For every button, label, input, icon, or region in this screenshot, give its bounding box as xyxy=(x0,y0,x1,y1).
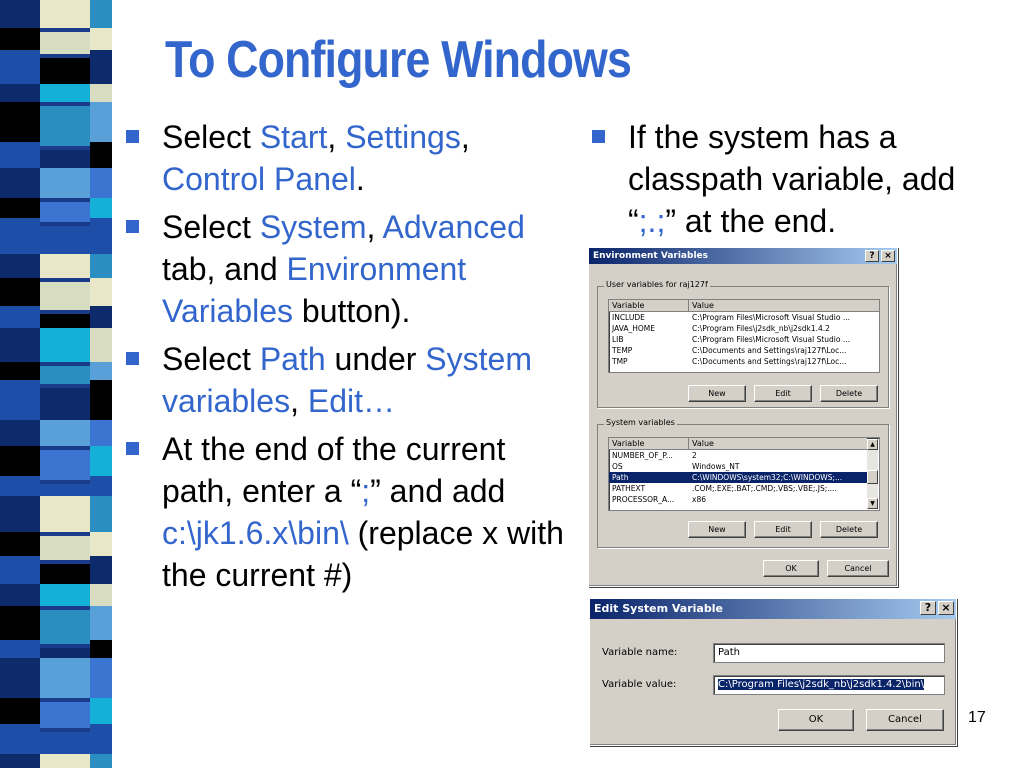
edit-ok-button[interactable]: OK xyxy=(778,709,854,731)
bullet-text: under xyxy=(325,341,426,377)
table-row[interactable] xyxy=(609,356,879,367)
bullet-text: If the system has a classpath variable, add “ xyxy=(628,119,956,239)
variable-name-cell: TMP xyxy=(612,357,628,366)
variable-name-cell: LIB xyxy=(612,335,624,344)
highlighted-text: Control Panel xyxy=(162,161,356,197)
bullet-square-icon xyxy=(592,130,605,143)
variable-value-cell: 2 xyxy=(692,451,697,460)
system-rows xyxy=(609,450,867,505)
system-delete-button[interactable]: Delete xyxy=(820,521,878,538)
bullet-text: Select xyxy=(162,209,260,245)
scroll-down-icon[interactable]: ▼ xyxy=(867,498,878,509)
highlighted-text: Settings xyxy=(345,119,461,155)
edit-system-variable-dialog xyxy=(589,598,957,746)
edit-dialog-title: Edit System Variable xyxy=(594,602,723,615)
system-edit-button[interactable]: Edit xyxy=(754,521,812,538)
system-variables-label: System variables xyxy=(606,418,675,427)
variable-value-label: Variable value: xyxy=(602,679,677,690)
table-row[interactable] xyxy=(609,483,867,494)
system-list-header xyxy=(609,438,867,450)
bullet-item xyxy=(124,428,564,596)
scroll-thumb[interactable] xyxy=(867,470,878,484)
variable-name-cell: Path xyxy=(612,473,629,482)
bullet-text: Select xyxy=(162,341,260,377)
bullet-text: Select xyxy=(162,119,260,155)
highlighted-text: c:\jk1.6.x\bin\ xyxy=(162,515,349,551)
bullet-text: , xyxy=(366,209,383,245)
highlighted-text: Edit… xyxy=(307,383,395,419)
help-icon[interactable]: ? xyxy=(920,601,936,615)
user-variables-list[interactable] xyxy=(608,299,880,373)
bullet-text: , xyxy=(327,119,346,155)
highlighted-text: System variables xyxy=(162,341,532,419)
table-row[interactable] xyxy=(609,450,867,461)
variable-value-selection: C:\Program Files\j2sdk_nb\j2sdk1.4.2\bin\ xyxy=(718,679,925,690)
user-new-button[interactable]: New xyxy=(688,385,746,402)
help-icon[interactable]: ? xyxy=(865,250,879,262)
variable-name-field[interactable]: Path xyxy=(713,643,945,663)
close-icon[interactable]: × xyxy=(881,250,895,262)
bullet-text: tab, and xyxy=(162,251,287,287)
left-bullet-list xyxy=(124,116,564,602)
bullet-item xyxy=(124,338,564,422)
right-bullet-list xyxy=(590,116,990,248)
variable-value-cell: Windows_NT xyxy=(692,462,740,471)
table-row[interactable] xyxy=(609,323,879,334)
bullet-square-icon xyxy=(126,442,139,455)
variable-value-field[interactable] xyxy=(713,675,945,695)
env-ok-button[interactable]: OK xyxy=(763,560,819,577)
bullet-item xyxy=(124,206,564,332)
bullet-text: ” at the end. xyxy=(665,203,837,239)
bullet-text: At the end of the current path, enter a “ xyxy=(162,431,506,509)
table-row[interactable] xyxy=(609,461,867,472)
highlighted-text: Start xyxy=(259,119,328,155)
variable-name-cell: PATHEXT xyxy=(612,484,646,493)
system-new-button[interactable]: New xyxy=(688,521,746,538)
env-dialog-titlebar xyxy=(589,248,897,264)
table-row[interactable] xyxy=(609,312,879,323)
bullet-item xyxy=(590,116,990,242)
variable-name-cell: TEMP xyxy=(612,346,633,355)
variable-name-label: Variable name: xyxy=(602,647,678,658)
variable-name-cell: NUMBER_OF_P... xyxy=(612,451,673,460)
highlighted-text: System xyxy=(259,209,367,245)
highlighted-text: Path xyxy=(259,341,326,377)
variable-name-cell: PROCESSOR_A... xyxy=(612,495,675,504)
bullet-text: , xyxy=(460,119,470,155)
bullet-text: (replace x with the current #) xyxy=(162,515,564,593)
variable-value-cell: C:\Program Files\Microsoft Visual Studio ... xyxy=(692,335,851,344)
variable-name-cell: JAVA_HOME xyxy=(612,324,656,333)
bullet-square-icon xyxy=(126,220,139,233)
bullet-square-icon xyxy=(126,130,139,143)
user-edit-button[interactable]: Edit xyxy=(754,385,812,402)
user-delete-button[interactable]: Delete xyxy=(820,385,878,402)
variable-value-cell: C:\Program Files\j2sdk_nb\j2sdk1.4.2 xyxy=(692,324,830,333)
page-number: 17 xyxy=(968,709,986,726)
system-variables-group xyxy=(597,418,889,548)
table-row[interactable] xyxy=(609,494,867,505)
highlighted-text: ; xyxy=(361,473,371,509)
col-value-header[interactable]: Value xyxy=(692,301,714,310)
variable-value-cell: C:\Documents and Settings\raj127f\Loc... xyxy=(692,357,847,366)
table-row[interactable] xyxy=(609,345,879,356)
variable-value-cell: C:\Program Files\Microsoft Visual Studio ... xyxy=(692,313,851,322)
decorative-stripe xyxy=(0,0,112,768)
variable-value-cell: .COM;.EXE;.BAT;.CMD;.VBS;.VBE;.JS;.... xyxy=(692,484,837,493)
table-row[interactable] xyxy=(609,472,867,483)
bullet-text: . xyxy=(355,161,365,197)
env-cancel-button[interactable]: Cancel xyxy=(827,560,889,577)
table-row[interactable] xyxy=(609,334,879,345)
system-variables-list[interactable] xyxy=(608,437,880,511)
system-list-scrollbar[interactable] xyxy=(867,439,878,509)
highlighted-text: Advanced xyxy=(382,209,525,245)
bullet-text: , xyxy=(290,383,308,419)
bullet-text: button). xyxy=(293,293,411,329)
user-list-header xyxy=(609,300,879,312)
user-variables-group xyxy=(597,280,889,408)
env-dialog-title: Environment Variables xyxy=(593,251,708,261)
edit-cancel-button[interactable]: Cancel xyxy=(866,709,944,731)
bullet-text: ” and add xyxy=(370,473,506,509)
bullet-item xyxy=(124,116,564,200)
environment-variables-dialog xyxy=(588,247,898,587)
col-value-header[interactable]: Value xyxy=(692,439,714,448)
col-variable-header[interactable]: Variable xyxy=(609,300,689,311)
user-variables-label: User variables for raj127f xyxy=(606,280,708,289)
variable-value-cell: C:\Documents and Settings\raj127f\Loc... xyxy=(692,346,847,355)
highlighted-text: Environment Variables xyxy=(162,251,467,329)
variable-value-cell: x86 xyxy=(692,495,706,504)
scroll-up-icon[interactable]: ▲ xyxy=(867,439,878,450)
user-rows xyxy=(609,312,879,367)
variable-value-cell: C:\WINDOWS\system32;C:\WINDOWS;... xyxy=(692,473,843,482)
slide-title: To Configure Windows xyxy=(165,31,631,89)
variable-name-cell: INCLUDE xyxy=(612,313,645,322)
variable-name-cell: OS xyxy=(612,462,623,471)
bullet-square-icon xyxy=(126,352,139,365)
close-icon[interactable]: × xyxy=(938,601,954,615)
highlighted-text: ;.; xyxy=(638,203,666,239)
edit-dialog-titlebar xyxy=(590,599,956,619)
col-variable-header[interactable]: Variable xyxy=(609,438,689,449)
